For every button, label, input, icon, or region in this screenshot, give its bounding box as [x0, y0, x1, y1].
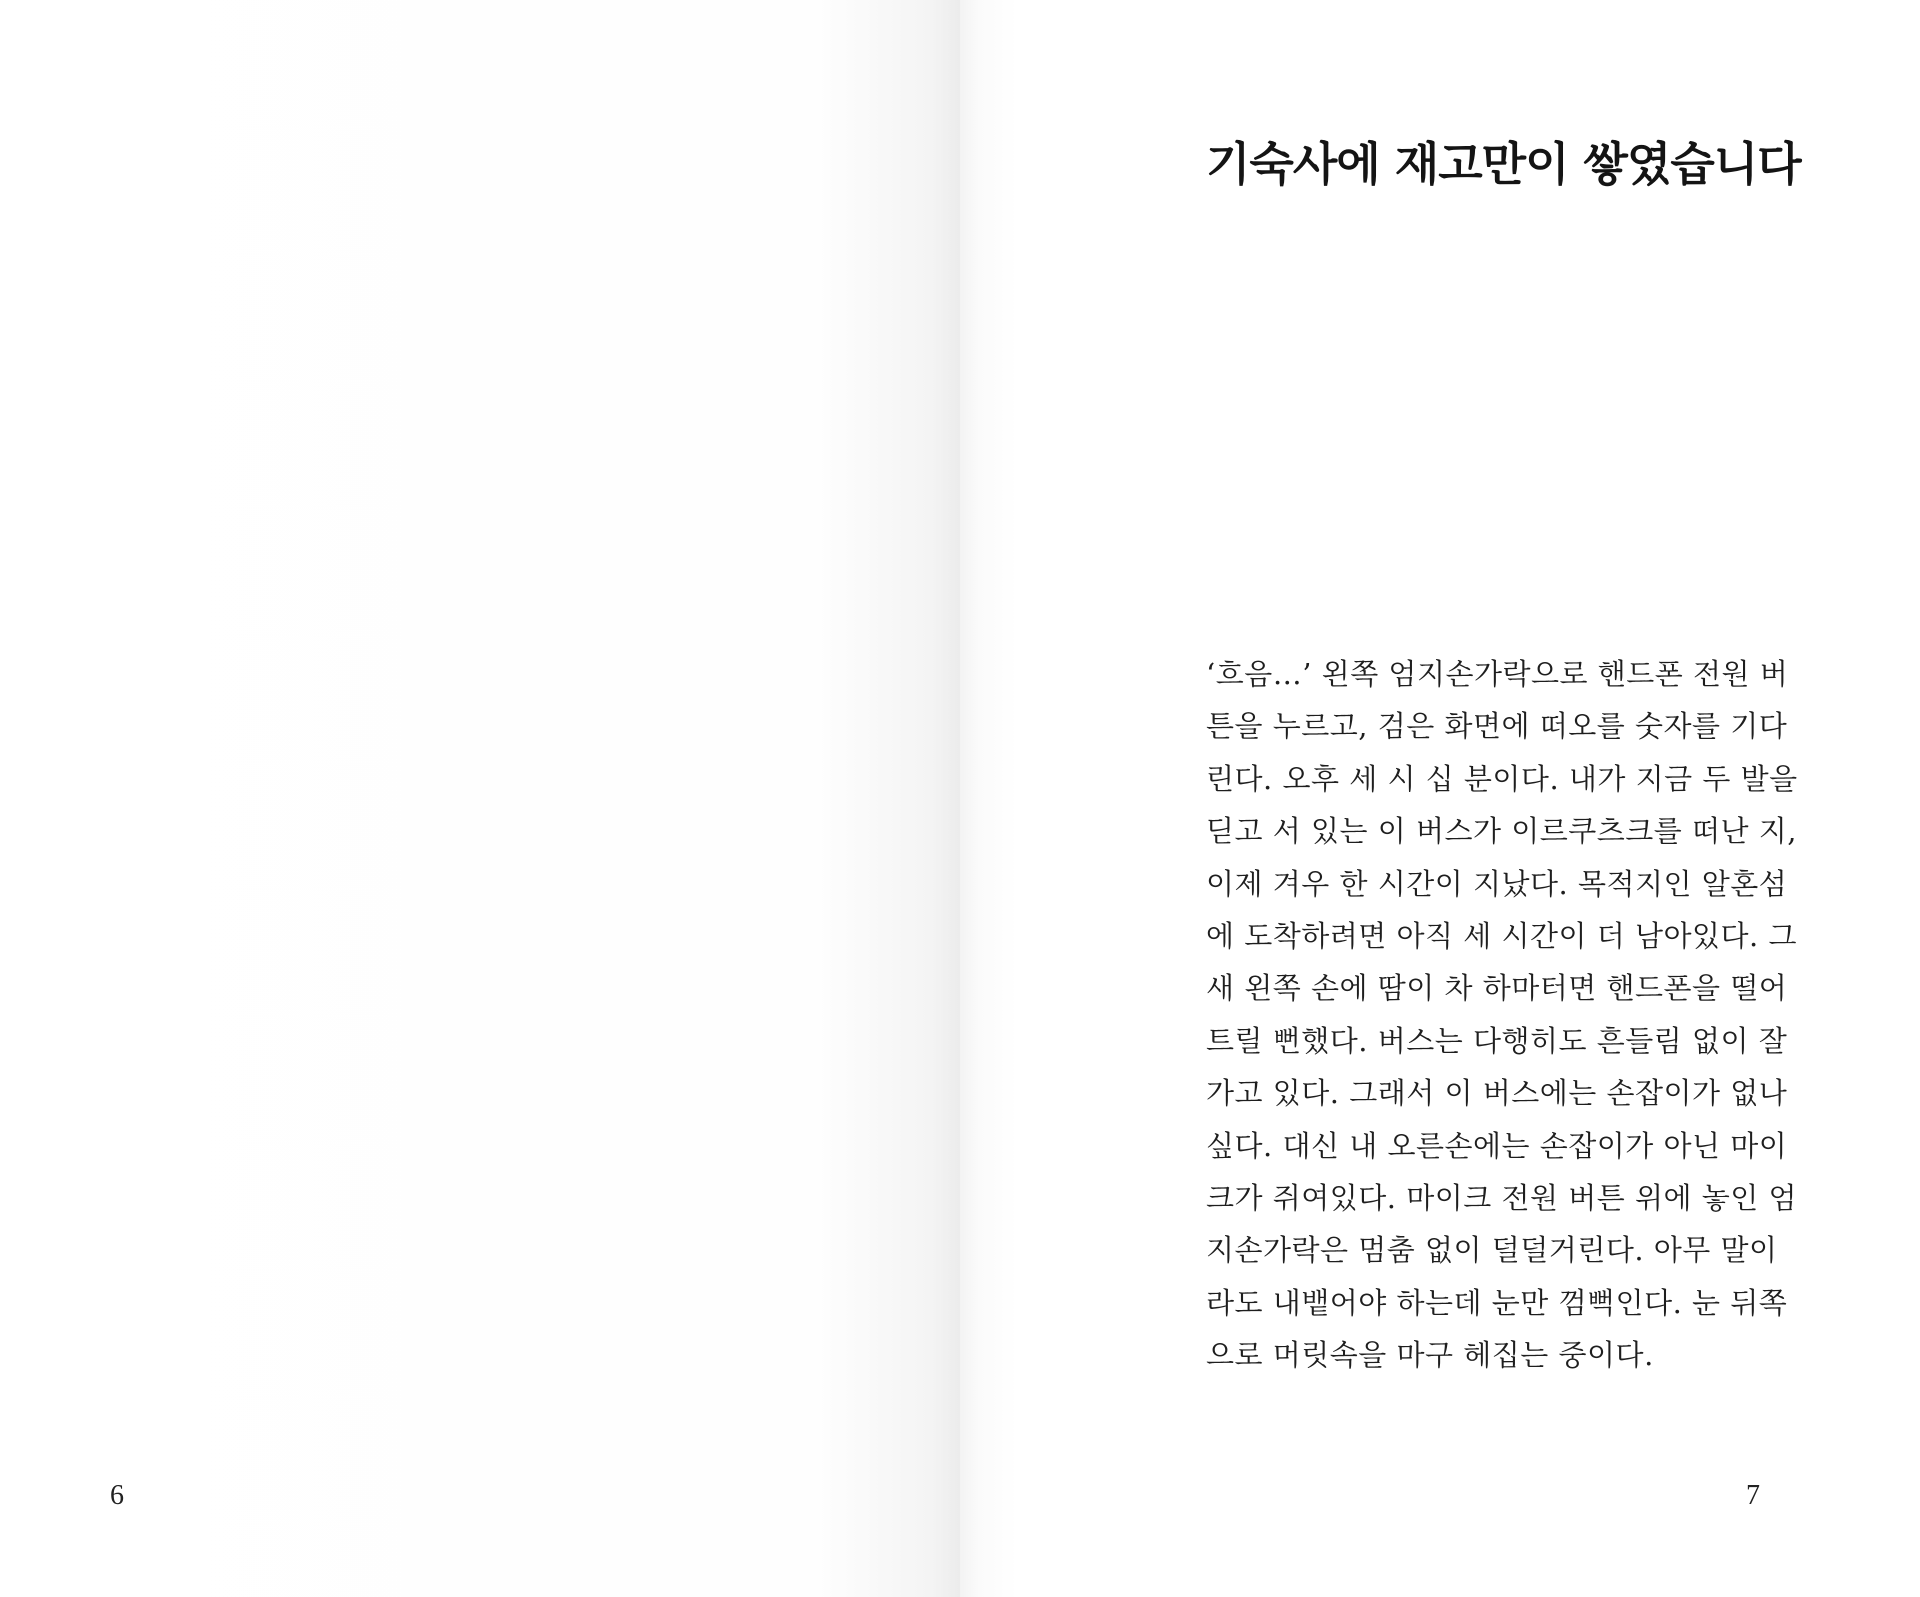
right-page — [960, 0, 1920, 1597]
left-page-number: 6 — [110, 1480, 124, 1511]
body-line: 라도 내뱉어야 하는데 눈만 껌뻑인다. 눈 뒤쪽 — [1206, 1285, 1788, 1320]
body-paragraph — [1206, 648, 1816, 1381]
chapter-title: 기숙사에 재고만이 쌓였습니다 — [1206, 137, 1801, 191]
right-page-number: 7 — [1746, 1480, 1760, 1511]
body-line: 에 도착하려면 아직 세 시간이 더 남아있다. 그 — [1206, 918, 1797, 953]
body-line: 린다. 오후 세 시 십 분이다. 내가 지금 두 발을 — [1206, 761, 1798, 796]
body-line: 으로 머릿속을 마구 헤집는 중이다. — [1206, 1338, 1654, 1373]
body-line: 튼을 누르고, 검은 화면에 떠오를 숫자를 기다 — [1206, 709, 1788, 744]
body-line: 싶다. 대신 내 오른손에는 손잡이가 아닌 마이 — [1206, 1128, 1788, 1163]
body-line: 새 왼쪽 손에 땀이 차 하마터면 핸드폰을 떨어 — [1206, 971, 1788, 1006]
body-line: 크가 쥐여있다. 마이크 전원 버튼 위에 놓인 엄 — [1206, 1180, 1797, 1215]
body-line: 트릴 뻔했다. 버스는 다행히도 흔들림 없이 잘 — [1206, 1023, 1788, 1058]
body-line: 이제 겨우 한 시간이 지났다. 목적지인 알혼섬 — [1206, 866, 1788, 901]
body-line: 가고 있다. 그래서 이 버스에는 손잡이가 없나 — [1206, 1076, 1788, 1111]
body-line: 딛고 서 있는 이 버스가 이르쿠츠크를 떠난 지, — [1206, 814, 1797, 849]
body-line: 지손가락은 멈춤 없이 덜덜거린다. 아무 말이 — [1206, 1233, 1778, 1268]
body-line: ‘흐음…’ 왼쪽 엄지손가락으로 핸드폰 전원 버 — [1206, 657, 1789, 691]
